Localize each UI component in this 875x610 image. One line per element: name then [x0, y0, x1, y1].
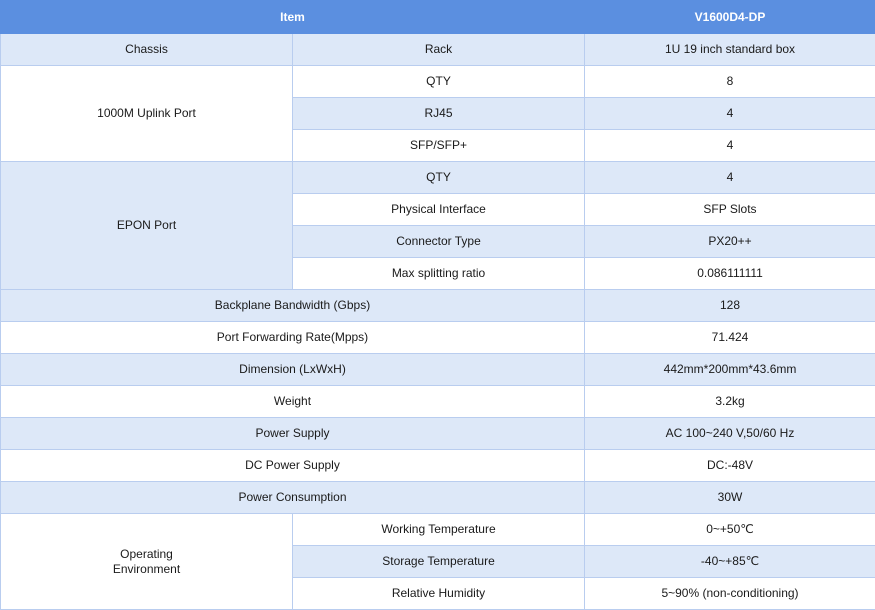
chassis-value: 1U 19 inch standard box — [585, 34, 875, 66]
table-row — [1, 450, 875, 482]
table-row — [1, 290, 875, 322]
row-key: QTY — [293, 66, 585, 98]
row-value: SFP Slots — [585, 194, 875, 226]
row-key: Relative Humidity — [293, 578, 585, 610]
row-key: Storage Temperature — [293, 546, 585, 578]
row-key: RJ45 — [293, 98, 585, 130]
row-value: 4 — [585, 162, 875, 194]
table-row — [1, 418, 875, 450]
spec-key: Power Consumption — [1, 482, 585, 514]
spec-value: AC 100~240 V,50/60 Hz — [585, 418, 875, 450]
row-key: Max splitting ratio — [293, 258, 585, 290]
table-row — [1, 66, 875, 98]
table-row — [1, 386, 875, 418]
row-value: 4 — [585, 98, 875, 130]
table-row — [1, 482, 875, 514]
spec-key: Dimension (LxWxH) — [1, 354, 585, 386]
header-row — [1, 1, 875, 34]
row-value: -40~+85℃ — [585, 546, 875, 578]
row-value: PX20++ — [585, 226, 875, 258]
table-row — [1, 162, 875, 194]
row-key: Physical Interface — [293, 194, 585, 226]
row-value: 0~+50℃ — [585, 514, 875, 546]
environment-label-line2: Environment — [113, 562, 180, 576]
table-row — [1, 322, 875, 354]
chassis-label: Chassis — [1, 34, 293, 66]
row-value: 8 — [585, 66, 875, 98]
row-key: Connector Type — [293, 226, 585, 258]
spec-value: 71.424 — [585, 322, 875, 354]
spec-value: 128 — [585, 290, 875, 322]
uplink-label: 1000M Uplink Port — [1, 66, 293, 162]
chassis-key: Rack — [293, 34, 585, 66]
spec-value: DC:-48V — [585, 450, 875, 482]
epon-label: EPON Port — [1, 162, 293, 290]
environment-label-line1: Operating — [120, 547, 173, 561]
table-row — [1, 34, 875, 66]
spec-value: 30W — [585, 482, 875, 514]
spec-key: Power Supply — [1, 418, 585, 450]
row-value: 4 — [585, 130, 875, 162]
spec-key: DC Power Supply — [1, 450, 585, 482]
spec-value: 442mm*200mm*43.6mm — [585, 354, 875, 386]
environment-label — [1, 514, 293, 610]
spec-value: 3.2kg — [585, 386, 875, 418]
spec-key: Backplane Bandwidth (Gbps) — [1, 290, 585, 322]
spec-key: Port Forwarding Rate(Mpps) — [1, 322, 585, 354]
table-row — [1, 354, 875, 386]
row-value: 5~90% (non-conditioning) — [585, 578, 875, 610]
row-key: SFP/SFP+ — [293, 130, 585, 162]
row-key: QTY — [293, 162, 585, 194]
header-model: V1600D4-DP — [585, 1, 875, 34]
row-key: Working Temperature — [293, 514, 585, 546]
header-item: Item — [1, 1, 585, 34]
row-value: 0.086111111 — [585, 258, 875, 290]
table-row — [1, 514, 875, 546]
spec-key: Weight — [1, 386, 585, 418]
